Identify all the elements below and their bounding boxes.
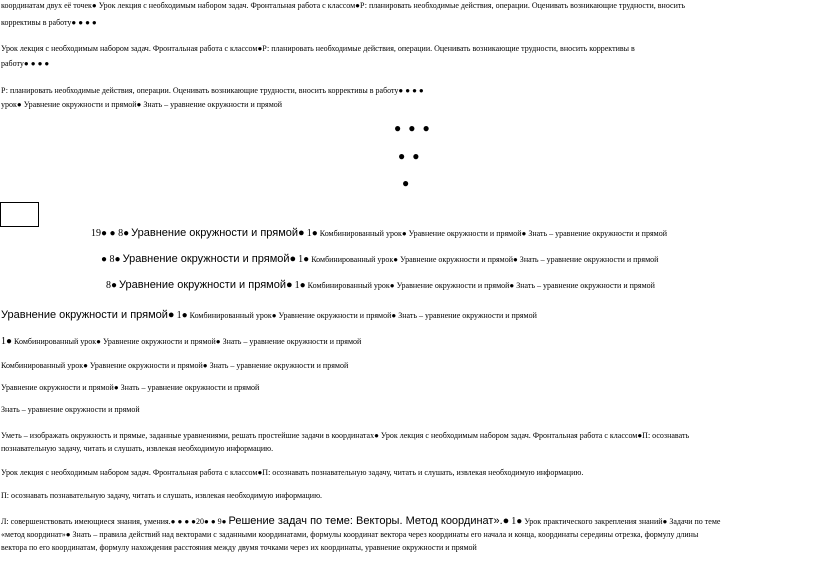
text-line: координатам двух её точек● Урок лекция с необходимым набором задач. Фронтальная работа с классом●Р: планировать необходимые действия, операции. Оценивать возникающие трудности, вносить	[1, 1, 685, 10]
lesson-topic: Решение задач по теме: Векторы. Метод координат».●	[228, 515, 510, 527]
hours-count: 1●	[294, 280, 306, 291]
hours-count: 1●	[306, 228, 318, 239]
text-line: работу● ● ● ●	[1, 59, 50, 68]
text-line: урок● Уравнение окружности и прямой● Знать – уравнение окружности и прямой	[1, 100, 283, 109]
text-line: «метод координат»● Знать – правила действий над векторами с заданными координатами, формулы координат вектора через координаты его начала и конца, координаты середины отрезка, формулу длины	[1, 530, 699, 539]
lesson-details: Урок практического закрепления знаний● Задачи по теме	[524, 517, 721, 526]
text-line: П: осознавать познавательную задачу, читать и слушать, извлекая необходимую информацию.	[1, 491, 323, 500]
lesson-details: Комбинированный урок● Уравнение окружности и прямой● Знать – уравнение окружности и прямой	[311, 255, 659, 264]
lesson-topic: Уравнение окружности и прямой●	[1, 309, 175, 321]
text-line: Знать – уравнение окружности и прямой	[1, 405, 140, 414]
empty-frame	[0, 202, 39, 227]
bullet-dots: ●	[402, 176, 412, 190]
bullet-dots: ● ●	[398, 149, 422, 163]
lesson-topic: Уравнение окружности и прямой●	[131, 227, 305, 239]
lesson-details: Комбинированный урок● Уравнение окружности и прямой● Знать – уравнение окружности и прямой	[319, 229, 667, 238]
lesson-details: Комбинированный урок● Уравнение окружности и прямой● Знать – уравнение окружности и прямой	[14, 337, 362, 346]
table-row	[1, 516, 720, 527]
row-number: ● 8●	[101, 254, 121, 265]
text-line: Уметь – изображать окружность и прямые, заданные уравнениями, решать простейшие задачи в координатах● Урок лекция с необходимым набором задач. Фронтальная работа с классом●П: осознавать	[1, 431, 690, 440]
text-line: Комбинированный урок● Уравнение окружности и прямой● Знать – уравнение окружности и прямой	[1, 361, 349, 370]
lesson-topic: Уравнение окружности и прямой●	[119, 279, 293, 291]
row-number: 19● ● 8●	[91, 228, 130, 239]
table-row	[91, 228, 667, 239]
text-line: Р: планировать необходимые действия, операции. Оценивать возникающие трудности, вносить коррективы в работу● ● ● ●	[1, 86, 424, 95]
hours-count: 1●	[176, 310, 188, 321]
text-line: познавательную задачу, читать и слушать, извлекая необходимую информацию.	[1, 444, 274, 453]
bullet-dots: ● ● ●	[394, 121, 432, 135]
text-line: вектора по его координатам, формулу нахождения расстояния между двумя точками через их координаты, уравнение окружности и прямой	[1, 543, 477, 552]
lesson-goal: Л: совершенствовать имеющиеся знания, умения.● ● ● ●20● ● 9●	[1, 517, 227, 526]
lesson-details: Комбинированный урок● Уравнение окружности и прямой● Знать – уравнение окружности и прямой	[307, 281, 655, 290]
table-row	[101, 254, 658, 265]
hours-count: 1●	[511, 516, 523, 527]
text-line: Урок лекция с необходимым набором задач. Фронтальная работа с классом●П: осознавать познавательную задачу, читать и слушать, извлекая необходимую информацию.	[1, 468, 584, 477]
text-line: коррективы в работу● ● ● ●	[1, 18, 97, 27]
lesson-topic: Уравнение окружности и прямой●	[122, 253, 297, 265]
table-row	[1, 337, 361, 347]
hours-count: 1●	[298, 254, 310, 265]
hours-count: 1●	[1, 336, 13, 347]
lesson-details: Комбинированный урок● Уравнение окружности и прямой● Знать – уравнение окружности и прямой	[189, 311, 537, 320]
row-number: 8●	[106, 280, 118, 291]
text-line: Урок лекция с необходимым набором задач. Фронтальная работа с классом●Р: планировать необходимые действия, операции. Оценивать возникающие трудности, вносить коррективы в	[1, 44, 635, 53]
table-row	[1, 310, 537, 321]
text-line: Уравнение окружности и прямой● Знать – уравнение окружности и прямой	[1, 383, 260, 392]
table-row	[106, 280, 655, 291]
